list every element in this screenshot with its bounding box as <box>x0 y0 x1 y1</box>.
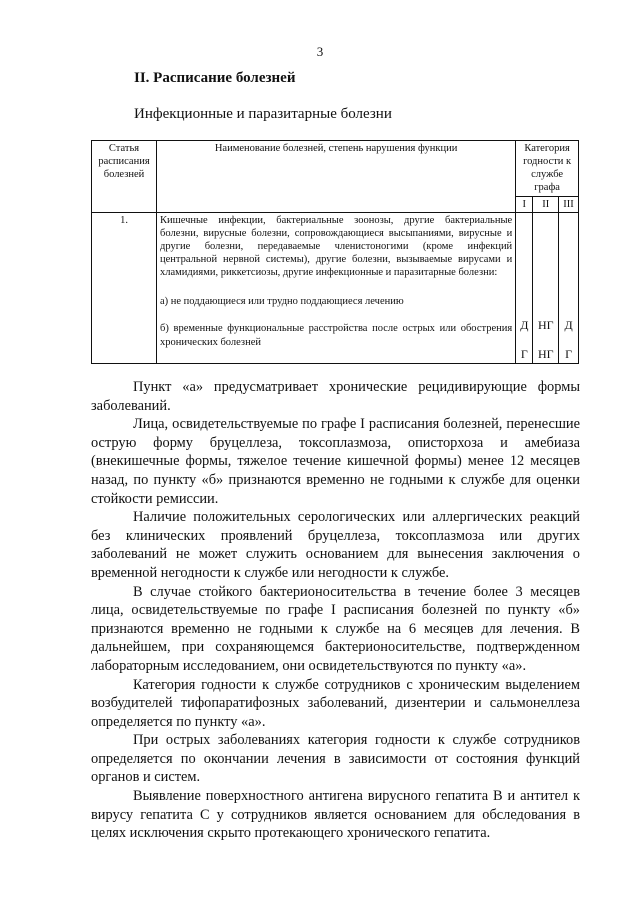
paragraph: Категория годности к службе сотрудников с хроническим выделением возбудителей тифопаратифозных заболеваний, дизентерии и сальмонеллеза определяется по пункту «а». <box>91 676 580 730</box>
category-col-1 <box>516 212 533 363</box>
paragraph: Выявление поверхностного антигена вирусного гепатита В и антител к вирусу гепатита С у сотрудников является основанием для обследования в целях исключения скрыто протекающего хронического гепатита. <box>91 788 580 842</box>
subsection-title: Инфекционные и паразитарные болезни <box>134 106 392 122</box>
paragraph: При острых заболеваниях категория годности к службе сотрудников определяется по окончании лечения в зависимости от состояния функций органов и систем. <box>91 732 580 786</box>
header-article: Статья расписания болезней <box>92 141 157 213</box>
disease-description-cell <box>157 212 516 363</box>
paragraph: Пункт «а» предусматривает хронические рецидивирующие формы заболеваний. <box>91 379 580 414</box>
category-col-3 <box>559 212 579 363</box>
item-b-cat-3: Г <box>565 346 573 361</box>
paragraph: В случае стойкого бактерионосительства в течение более 3 месяцев лица, освидетельствуемые по графе I расписания болезней по пункту «б» признаются временно не годными к службе на 6 месяцев для лечения. В дальнейшем, при сохраняющемся бактерионосительстве, подтвержденном лабораторным исследованием, они освидетельствуются по пункту «а». <box>91 583 580 674</box>
table-row <box>92 212 579 363</box>
item-a-text: а) не поддающиеся или трудно поддающиеся лечению <box>160 296 404 308</box>
item-a-cat-2: НГ <box>537 317 554 332</box>
header-column-label: графа <box>534 182 560 194</box>
header-name: Наименование болезней, степень нарушения функции <box>157 141 516 213</box>
paragraph: Наличие положительных серологических или аллергических реакций без клинических проявлений бруцеллеза, токсоплазмоза или других заболеваний не может служить основанием для вынесения заключения о временной негодности к службе или негодности к службе. <box>91 509 580 581</box>
item-b-cat-2: НГ <box>537 346 554 361</box>
header-category-title: Категория годности к службе <box>523 143 572 181</box>
disease-schedule-table <box>91 140 579 364</box>
header-category <box>516 141 579 197</box>
header-col-2: II <box>533 196 559 212</box>
page-number: 3 <box>316 44 324 59</box>
item-b-cat-1: Г <box>520 346 528 361</box>
paragraph: Лица, освидетельствуемые по графе I расписания болезней, перенесшие острую форму бруцеллеза, токсоплазмоза, описторхоза и амебиаза (внекишечные формы, тяжелое течение кишечной формы) менее 12 месяцев назад, по пункту «б» признаются временно не годными к службе для оценки стойкости ремиссии. <box>91 416 580 507</box>
category-col-2 <box>533 212 559 363</box>
item-a-cat-1: Д <box>520 317 529 332</box>
item-b-text: б) временные функциональные расстройства после острых или обострения хронических болезней <box>160 323 513 348</box>
article-number: 1. <box>92 212 157 363</box>
body-text <box>91 378 580 843</box>
header-col-1: I <box>516 196 533 212</box>
item-a-cat-3: Д <box>564 317 573 332</box>
header-col-3: III <box>559 196 579 212</box>
disease-description: Кишечные инфекции, бактериальные зоонозы, другие бактериальные болезни, вирусные болезни, сопровождающиеся высыпаниями, вирусные и другие болезни, передаваемые членистоногими (кроме инфекций центральной нервной системы), другие болезни, вызываемые вирусами и хламидиями, риккетсиозы, другие инфекционные и паразитарные болезни: <box>160 214 513 279</box>
section-title: II. Расписание болезней <box>134 70 296 86</box>
table-header-row <box>92 141 579 197</box>
